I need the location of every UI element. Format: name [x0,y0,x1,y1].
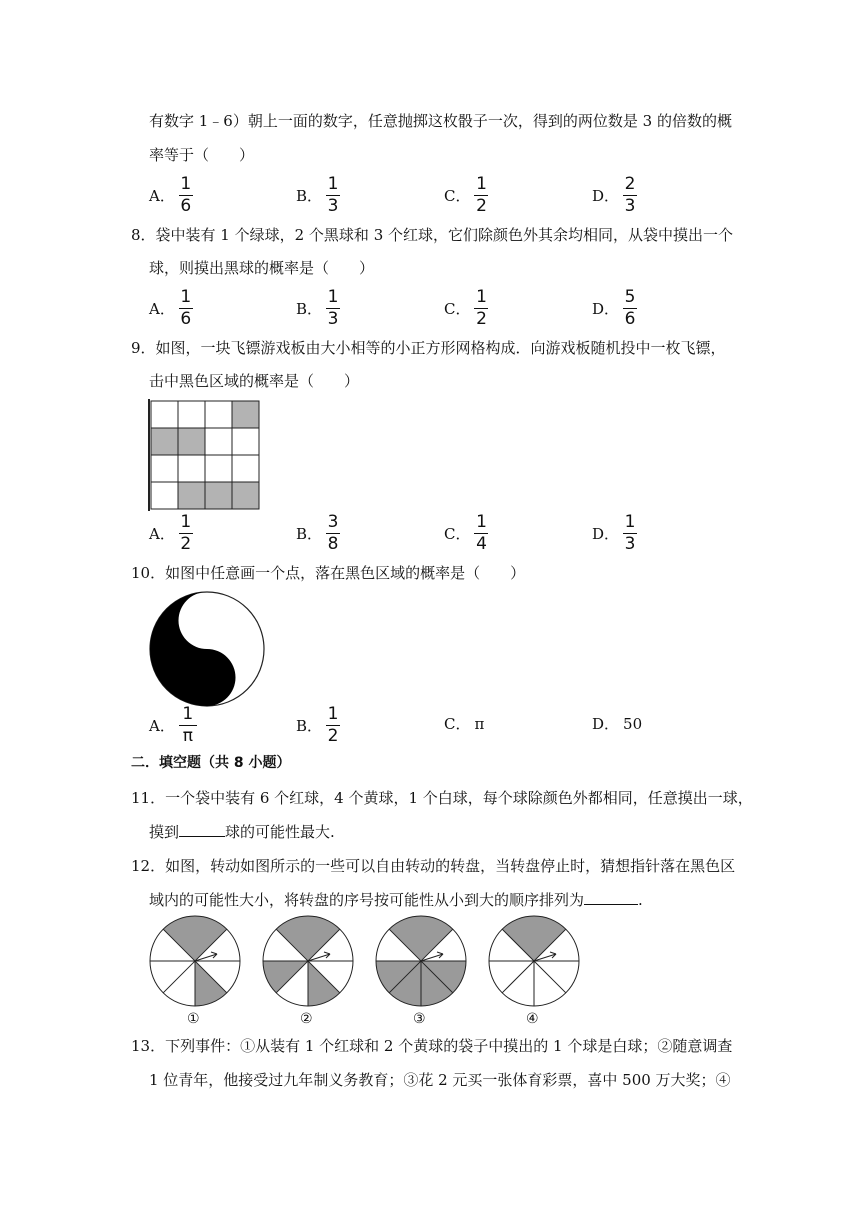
q10-option-d: D． 50 [592,715,643,733]
spinner-1 [150,916,240,1006]
q10-option-a: A． $\frac{1}{\pi}$ [149,706,197,745]
q11-line2: 摸到 球的可能性最大. [149,823,335,841]
spinner-label-3: ③ [413,1011,426,1027]
spinner-4 [489,916,579,1006]
q9-option-a: A． $\frac{1}{2}$ [149,512,192,555]
q7-option-d: D． $\frac{2}{3}$ [592,174,636,217]
q12-answer-blank [584,890,638,905]
q8-option-d: D． $\frac{5}{6}$ [592,287,636,330]
q9-line1: 9．如图，一块飞镖游戏板由大小相等的小正方形网格构成．向游戏板随机投中一枚飞镖， [131,339,726,357]
q9-option-b: B． $\frac{3}{8}$ [296,512,339,555]
q11-answer-blank [179,822,225,837]
q7-line2: 率等于（ ） [149,146,255,164]
q13-line2: 1 位青年，他接受过九年制义务教育；③花 2 元买一张体育彩票，喜中 500 万大奖；④ [149,1071,731,1089]
yin-yang-figure [148,590,266,708]
dartboard-grid [148,399,262,511]
q10-line1: 10．如图中任意画一个点，落在黑色区域的概率是（ ） [131,564,526,582]
q7-line1: 有数字 1﹣6）朝上一面的数字，任意抛掷这枚骰子一次，得到的两位数是 3 的倍数的概 [149,112,732,130]
q9-option-c: C． $\frac{1}{4}$ [444,512,487,555]
q13-line1: 13．下列事件：①从装有 1 个红球和 2 个黄球的袋子中摸出的 1 个球是白球；②随意调查 [131,1037,733,1055]
spinner-label-2: ② [300,1011,313,1027]
q8-option-b: B． $\frac{1}{3}$ [296,287,339,330]
spinner-label-4: ④ [526,1011,539,1027]
q9-option-d: D． $\frac{1}{3}$ [592,512,636,555]
q7-option-c: C． $\frac{1}{2}$ [444,174,487,217]
spinner-3 [376,916,466,1006]
q10-option-b: B． $\frac{1}{2}$ [296,704,339,747]
spinner-wheels [145,915,585,1033]
q8-option-a: A． $\frac{1}{6}$ [149,287,192,330]
q9-line2: 击中黑色区域的概率是（ ） [149,372,360,390]
q12-line2: 域内的可能性大小，将转盘的序号按可能性从小到大的顺序排列为 . [149,891,643,909]
spinner-label-1: ① [187,1011,200,1027]
section-heading-fill-in: 二．填空题（共 8 小题） [131,755,291,771]
q11-line1: 11．一个袋中装有 6 个红球，4 个黄球，1 个白球，每个球除颜色外都相同，任意摸出一球， [131,789,753,807]
q7-option-a: A． $\frac{1}{6}$ [149,174,192,217]
q12-line1: 12．如图，转动如图所示的一些可以自由转动的转盘，当转盘停止时，猜想指针落在黑色区 [131,857,736,875]
q10-option-c: C． π [444,715,485,733]
spinner-2 [263,916,353,1006]
q7-option-b: B． $\frac{1}{3}$ [296,174,339,217]
q8-option-c: C． $\frac{1}{2}$ [444,287,487,330]
q8-line1: 8．袋中装有 1 个绿球，2 个黑球和 3 个红球，它们除颜色外其余均相同，从袋中摸出一个 [131,226,734,244]
q8-line2: 球，则摸出黑球的概率是（ ） [149,259,375,277]
